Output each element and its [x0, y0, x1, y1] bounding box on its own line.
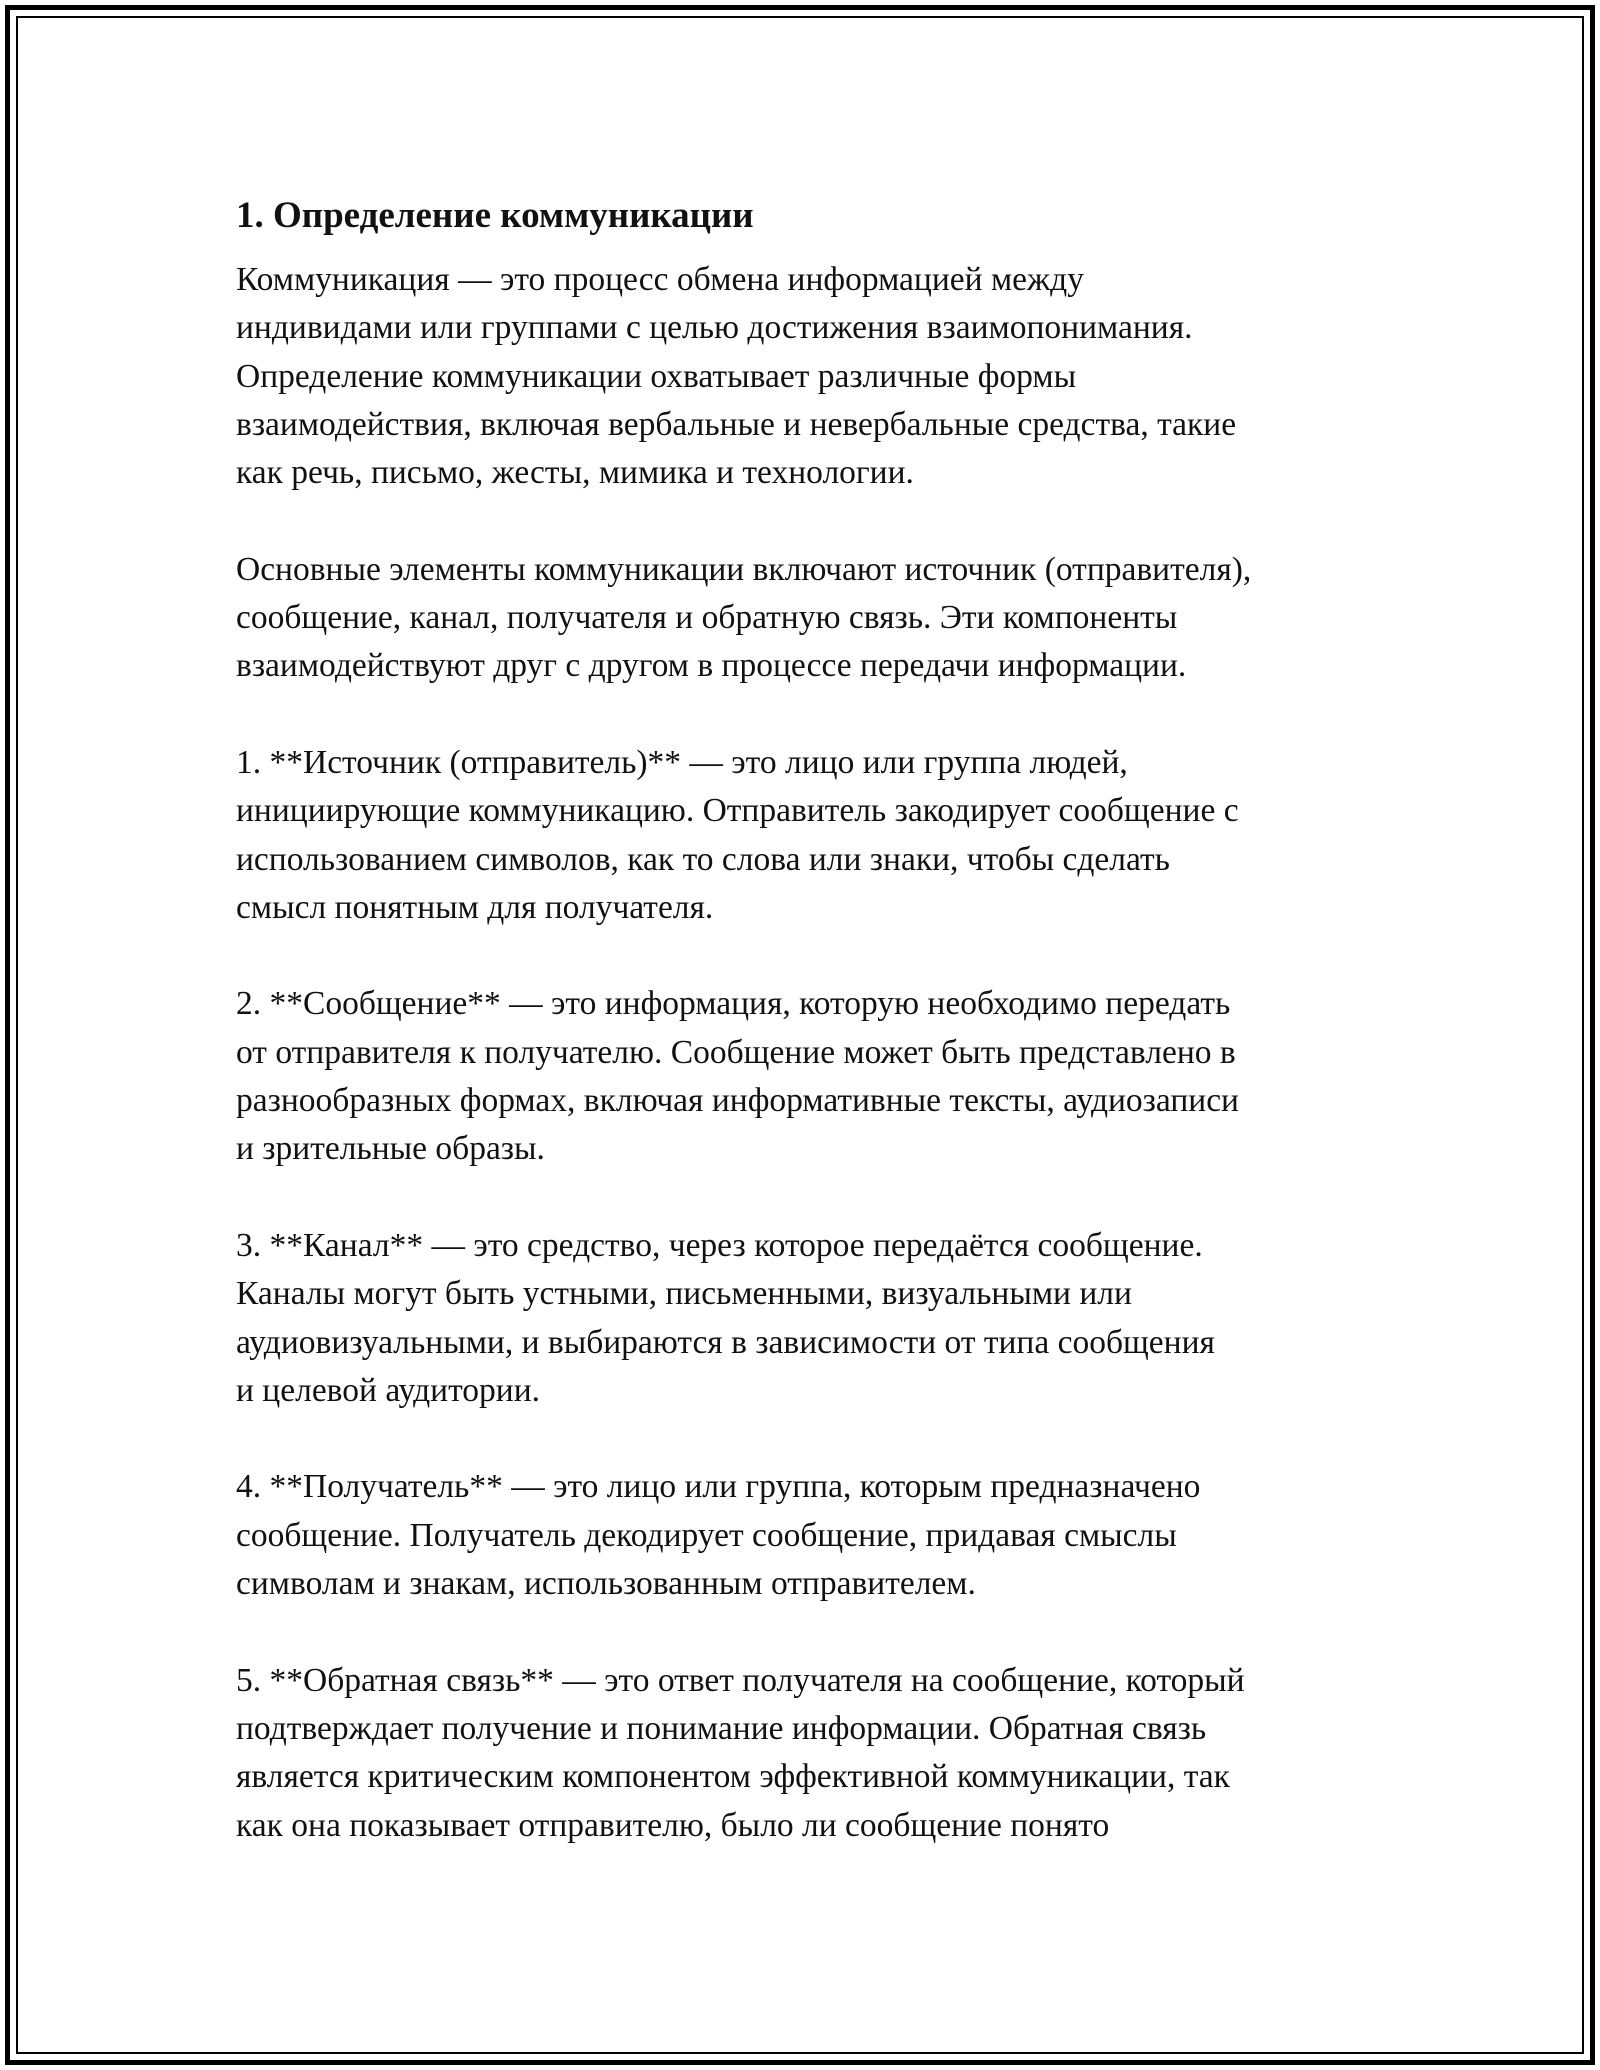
list-item-channel: 3. **Канал** — это средство, через которое передаётся сообщение. Каналы могут быть устными, письменными, визуальными или аудиовизуальными, и выбираются в зависимости от типа сообщения и целевой аудитории. [236, 1226, 1215, 1409]
section-heading: 1. Определение коммуникации [236, 195, 754, 236]
paragraph-elements-overview: Основные элементы коммуникации включают источник (отправителя), сообщение, канал, получателя и обратную связь. Эти компоненты взаимодействуют друг с другом в процессе передачи информации. [236, 550, 1252, 685]
document-body [236, 186, 1366, 1850]
paragraph-definition: Коммуникация — это процесс обмена информацией между индивидами или группами с целью достижения взаимопонимания. Определение коммуникации охватывает различные формы взаимодействия, включая вербальные и невербальные средства, такие как речь, письмо, жесты, мимика и технологии. [236, 261, 1237, 492]
list-item-receiver: 4. **Получатель** — это лицо или группа, которым предназначено сообщение. Получатель декодирует сообщение, придавая смыслы символам и знакам, использованным отправителем. [236, 1468, 1201, 1603]
list-item-source: 1. **Источник (отправитель)** — это лицо или группа людей, инициирующие коммуникацию. Отправитель закодирует сообщение с использованием символов, как то слова или знаки, чтобы сделать смысл понятным для получателя. [236, 743, 1239, 926]
list-item-message: 2. **Сообщение** — это информация, которую необходимо передать от отправителя к получателю. Сообщение может быть представлено в разнообразных формах, включая информативные тексты, аудиозаписи и зрительные образы. [236, 985, 1239, 1168]
list-item-feedback: 5. **Обратная связь** — это ответ получателя на сообщение, который подтверждает получение и понимание информации. Обратная связь является критическим компонентом эффективной коммуникации, так как она показывает отправителю, было ли сообщение понято [236, 1661, 1245, 1844]
